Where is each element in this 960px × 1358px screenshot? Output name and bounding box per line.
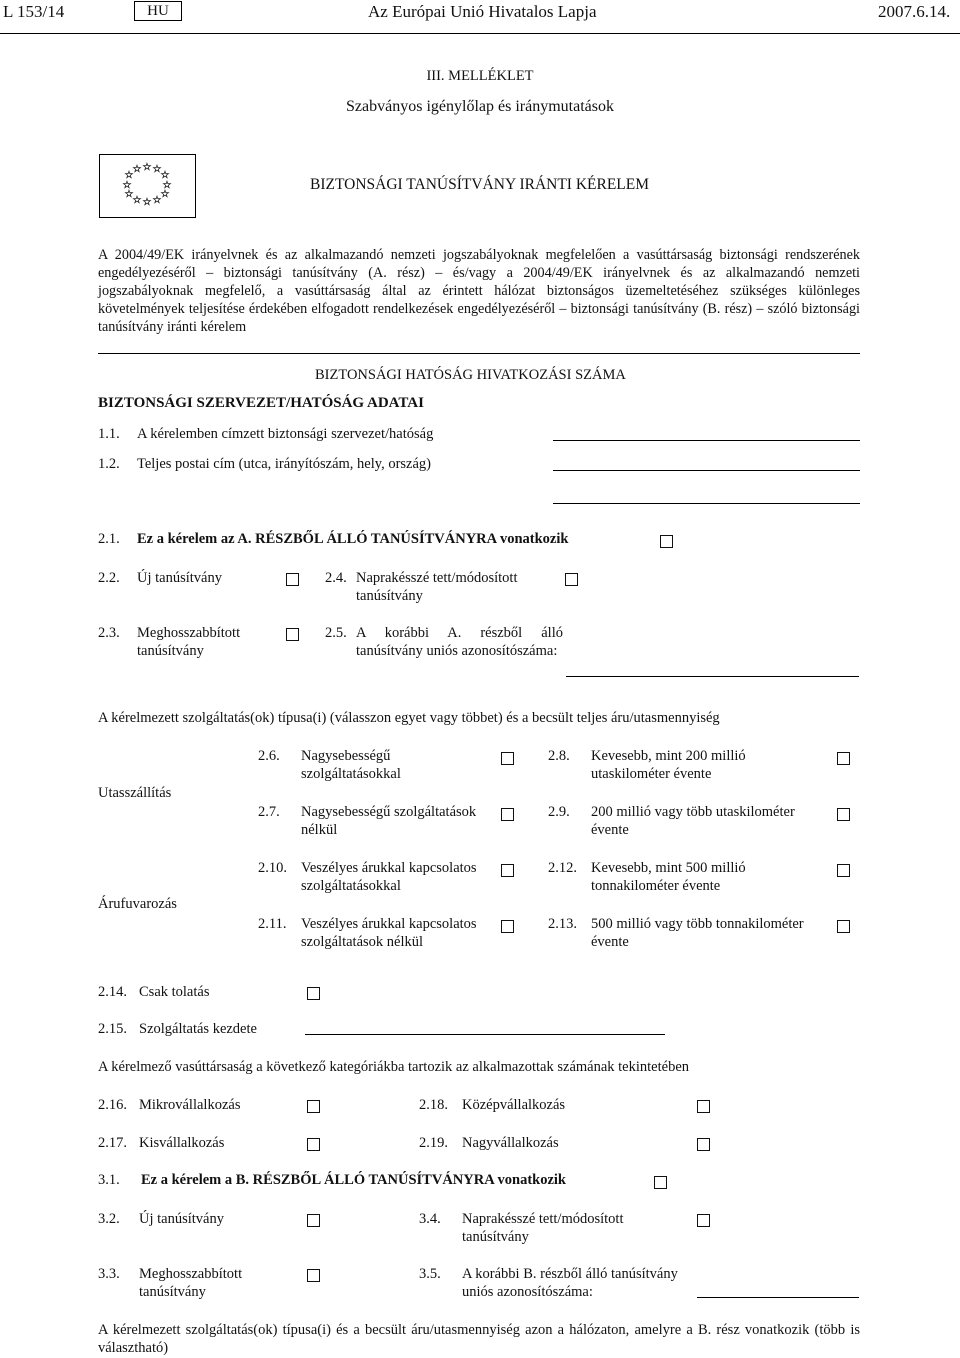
publication-date: 2007.6.14. [878,2,951,21]
field-number-2-6: 2.6. [258,748,280,764]
field-number-2-10: 2.10. [258,860,287,876]
no-high-speed-checkbox[interactable] [501,808,514,821]
svg-text:☆: ☆ [142,197,152,208]
field-number-1-2: 1.2. [98,456,120,472]
staff-category-intro: A kérelmező vasúttársaság a következő kategóriákba tartozik az alkalmazottak számának tekintetében [98,1059,690,1075]
medium-enterprise-checkbox[interactable] [697,1100,710,1113]
new-certificate-label: Új tanúsítvány [137,570,222,586]
svg-text:☆: ☆ [132,164,142,175]
services-intro-a: A kérelmezett szolgáltatás(ok) típusa(i) (válasszon egyet vagy többet) és a becsült teljes áru/utasmennyiség [98,710,720,726]
passenger-200m-plus-label: 200 millió vagy több utaskilométer évente [591,804,795,838]
part-a-request-label: Ez a kérelem az A. RÉSZBŐL ÁLLÓ TANÚSÍTVÁNYRA vonatkozik [137,531,569,547]
field-number-3-1: 3.1. [98,1172,120,1188]
shunting-only-label: Csak tolatás [139,984,210,1000]
svg-text:☆: ☆ [162,180,172,191]
high-speed-checkbox[interactable] [501,752,514,765]
svg-text:☆: ☆ [142,162,152,173]
field-number-2-19: 2.19. [419,1135,448,1151]
dangerous-goods-checkbox[interactable] [501,864,514,877]
previous-a-id-field[interactable] [566,676,859,677]
field-number-2-11: 2.11. [258,916,287,932]
authority-name-label: A kérelemben címzett biztonsági szervezet/hatóság [137,426,434,442]
services-intro-b: A kérelmezett szolgáltatás(ok) típusa(i) és a becsült áru/utasmennyiség azon a hálózaton, amelyre a B. rész vonatkozik (több is választható) [98,1322,860,1356]
field-number-2-1: 2.1. [98,531,120,547]
eu-stars-icon [100,155,195,217]
no-dangerous-goods-checkbox[interactable] [501,920,514,933]
svg-text:☆: ☆ [160,170,170,181]
field-number-2-17: 2.17. [98,1135,127,1151]
new-certificate-b-checkbox[interactable] [307,1214,320,1227]
field-number-1-1: 1.1. [98,426,120,442]
renewed-certificate-label: Meghosszabbított tanúsítvány [137,625,241,659]
large-enterprise-checkbox[interactable] [697,1138,710,1151]
field-number-2-8: 2.8. [548,748,570,764]
medium-enterprise-label: Középvállalkozás [462,1097,566,1113]
shunting-only-checkbox[interactable] [307,987,320,1000]
freight-under-500m-label: Kevesebb, mint 500 millió tonnakilométer évente [591,860,746,894]
annex-subtitle: Szabványos igénylőlap és iránymutatások [346,98,614,115]
passenger-under-200m-checkbox[interactable] [837,752,850,765]
updated-certificate-b-label: Naprakésszé tett/módosított tanúsítvány [462,1211,624,1245]
field-number-2-4: 2.4. [325,570,347,586]
high-speed-label: Nagysebességű szolgáltatásokkal [301,748,401,782]
field-number-3-5: 3.5. [419,1266,441,1282]
large-enterprise-label: Nagyvállalkozás [462,1135,559,1151]
field-number-2-18: 2.18. [419,1097,448,1113]
field-number-2-2: 2.2. [98,570,120,586]
part-b-checkbox[interactable] [654,1176,667,1189]
service-start-label: Szolgáltatás kezdete [139,1021,257,1037]
field-number-2-13: 2.13. [548,916,577,932]
dangerous-goods-label: Veszélyes árukkal kapcsolatos szolgáltatásokkal [301,860,477,894]
authority-section-title: BIZTONSÁGI SZERVEZET/HATÓSÁG ADATAI [98,395,424,411]
renewed-certificate-b-label: Meghosszabbított tanúsítvány [139,1266,243,1300]
previous-b-id-label: A korábbi B. részből álló tanúsítvány uniós azonosítószáma: [462,1266,678,1300]
field-number-2-12: 2.12. [548,860,577,876]
new-certificate-b-label: Új tanúsítvány [139,1211,224,1227]
micro-enterprise-checkbox[interactable] [307,1100,320,1113]
field-number-2-14: 2.14. [98,984,127,1000]
field-number-3-4: 3.4. [419,1211,441,1227]
passenger-under-200m-label: Kevesebb, mint 200 millió utaskilométer évente [591,748,746,782]
new-certificate-checkbox[interactable] [286,573,299,586]
eu-flag-emblem [99,154,196,218]
passenger-transport-label: Utasszállítás [98,785,172,801]
freight-500m-plus-label: 500 millió vagy több tonnakilométer évente [591,916,804,950]
annex-title: III. MELLÉKLET [426,68,534,84]
micro-enterprise-label: Mikrovállalkozás [139,1097,241,1113]
authority-reference-label: BIZTONSÁGI HATÓSÁG HIVATKOZÁSI SZÁMA [315,367,626,383]
field-number-2-3: 2.3. [98,625,120,641]
renewed-certificate-b-checkbox[interactable] [307,1269,320,1282]
previous-b-id-field[interactable] [697,1297,859,1298]
field-number-2-7: 2.7. [258,804,280,820]
svg-text:☆: ☆ [160,189,170,200]
freight-500m-plus-checkbox[interactable] [837,920,850,933]
renewed-certificate-checkbox[interactable] [286,628,299,641]
page-reference: L 153/14 [3,2,65,21]
svg-text:☆: ☆ [124,189,134,200]
intro-divider [98,353,860,354]
field-number-3-2: 3.2. [98,1211,120,1227]
field-number-2-16: 2.16. [98,1097,127,1113]
journal-title: Az Európai Unió Hivatalos Lapja [368,2,597,21]
postal-address-field-2[interactable] [553,503,860,504]
header-divider [0,33,960,34]
authority-name-field[interactable] [553,440,860,441]
field-number-3-3: 3.3. [98,1266,120,1282]
small-enterprise-label: Kisvállalkozás [139,1135,225,1151]
field-number-2-5: 2.5. [325,625,347,641]
passenger-200m-plus-checkbox[interactable] [837,808,850,821]
previous-a-id-label: A korábbi A. részből álló tanúsítvány uniós azonosítószáma: [356,625,563,659]
field-number-2-15: 2.15. [98,1021,127,1037]
intro-paragraph: A 2004/49/EK irányelvnek és az alkalmazandó nemzeti jogszabályoknak megfelelően a vasúttársaság biztonsági rendszerének engedélyezéséről – biztonsági tanúsítvány (A. rész) – és/vagy a 2004/49/EK irányelvnek és az alkalmazandó nemzeti jogszabályoknak megfelelő, a vasúttársaság által az érintett hálózat biztonságos üzemeltetéséhez szükséges különleges követelmények teljesítése érdekében elfogadott rendelkezések engedélyezéséről – biztonsági tanúsítvány (B. rész) – szóló biztonsági tanúsítvány iránti kérelem [98,247,860,335]
svg-text:☆: ☆ [124,170,134,181]
service-start-field[interactable] [305,1034,665,1035]
no-high-speed-label: Nagysebességű szolgáltatások nélkül [301,804,477,838]
postal-address-field-1[interactable] [553,470,860,471]
language-code-box: HU [134,1,182,21]
field-number-2-9: 2.9. [548,804,570,820]
part-a-checkbox[interactable] [660,535,673,548]
no-dangerous-goods-label: Veszélyes árukkal kapcsolatos szolgáltatások nélkül [301,916,477,950]
form-title: BIZTONSÁGI TANÚSÍTVÁNY IRÁNTI KÉRELEM [310,176,650,193]
svg-text:☆: ☆ [122,180,132,191]
updated-certificate-b-checkbox[interactable] [697,1214,710,1227]
updated-certificate-checkbox[interactable] [565,573,578,586]
postal-address-label: Teljes postai cím (utca, irányítószám, hely, ország) [137,456,431,472]
svg-text:☆: ☆ [152,195,162,206]
svg-text:☆: ☆ [132,195,142,206]
small-enterprise-checkbox[interactable] [307,1138,320,1151]
part-b-request-label: Ez a kérelem a B. RÉSZBŐL ÁLLÓ TANÚSÍTVÁNYRA vonatkozik [141,1172,566,1188]
freight-transport-label: Árufuvarozás [98,896,177,912]
updated-certificate-label: Naprakésszé tett/módosított tanúsítvány [356,570,518,604]
svg-text:☆: ☆ [152,164,162,175]
freight-under-500m-checkbox[interactable] [837,864,850,877]
